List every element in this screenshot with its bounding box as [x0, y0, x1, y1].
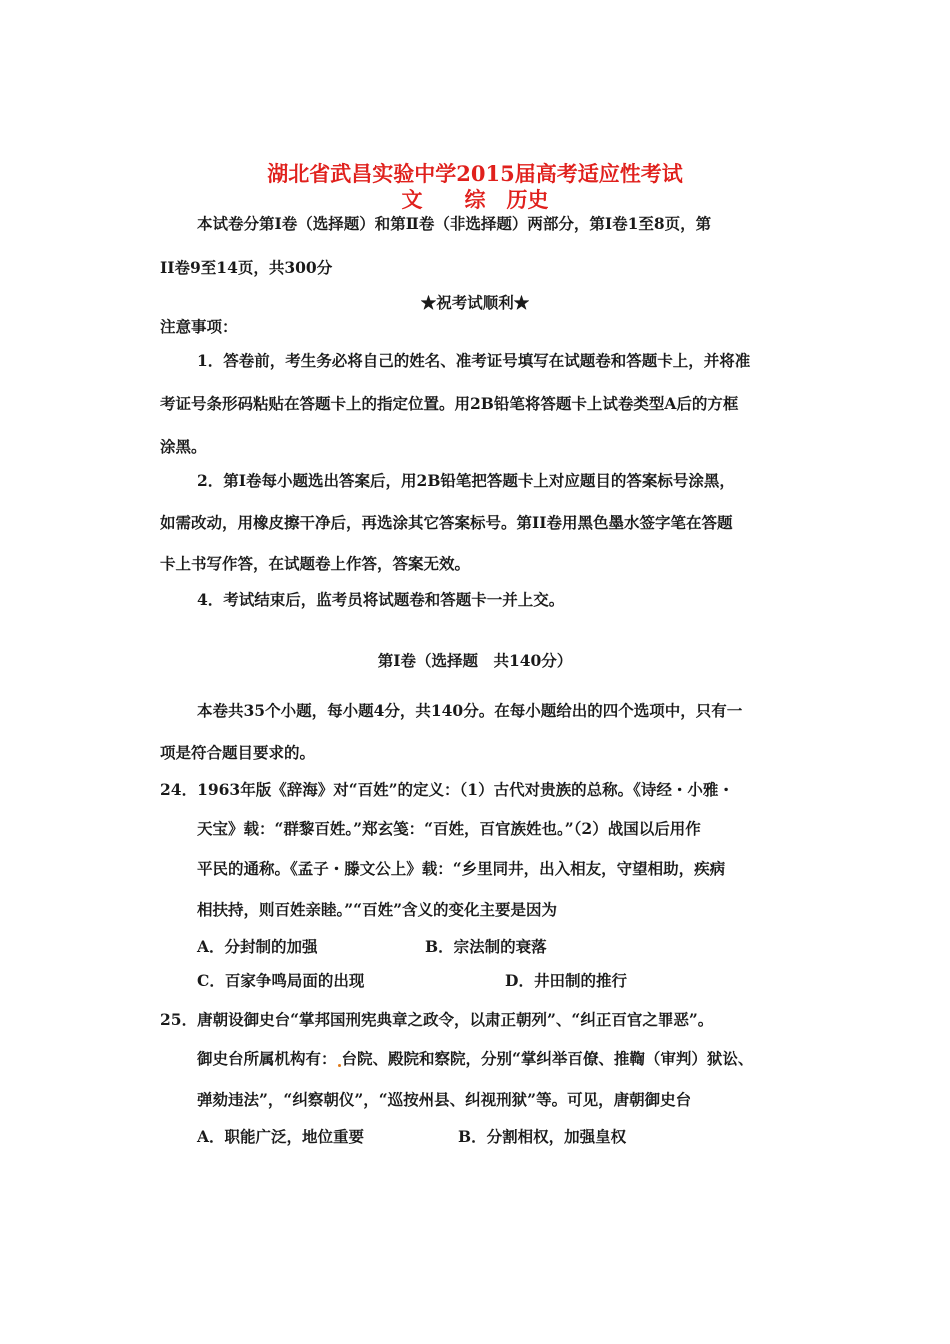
q25-line-2-end: 台院、殿院和察院，分别“掌纠举百僚、推鞫（审判）狱讼、	[341, 1049, 754, 1068]
notice-2-line-2: 如需改动，用橡皮擦干净后，再选涂其它答案标号。第II卷用黑色墨水签字笔在答题	[160, 513, 733, 532]
intro-line-2: II卷9至14页，共300分	[160, 258, 333, 277]
q24-option-b: B．宗法制的衰落	[425, 937, 547, 956]
q24-option-a: A．分封制的加强	[197, 937, 318, 956]
notice-2-line-3: 卡上书写作答，在试题卷上作答，答案无效。	[160, 554, 471, 573]
q25-option-b: B．分割相权，加强皇权	[458, 1127, 627, 1146]
q24-line-2: 天宝》载：“群黎百姓。”郑玄笺：“百姓，百官族姓也。”（2）战国以后用作	[197, 819, 701, 838]
orange-dot-mark	[338, 1064, 341, 1067]
exam-title: 湖北省武昌实验中学2015届高考适应性考试	[267, 161, 683, 186]
q24-line-4: 相扶持，则百姓亲睦。”“百姓”含义的变化主要是因为	[197, 900, 557, 919]
notice-1-line-3: 涂黑。	[160, 437, 207, 456]
section-desc-line-1: 本卷共35个小题，每小题4分，共140分。在每小题给出的四个选项中，只有一	[197, 701, 743, 720]
notice-title: 注意事项：	[160, 317, 238, 336]
notice-4: 4．考试结束后，监考员将试题卷和答题卡一并上交。	[197, 590, 565, 609]
q24-option-c: C．百家争鸣局面的出现	[197, 971, 365, 990]
q25-line-3: 弹劾违法”，“纠察朝仪”，“巡按州县、纠视刑狱”等。可见，唐朝御史台	[197, 1090, 692, 1109]
q24-line-3: 平民的通称。《孟子・滕文公上》载：“乡里同井，出入相友，守望相助，疾病	[197, 859, 726, 878]
section-desc-line-2: 项是符合题目要求的。	[160, 743, 316, 762]
notice-1-line-2: 考证号条形码粘贴在答题卡上的指定位置。用2B铅笔将答题卡上试卷类型A后的方框	[160, 394, 739, 413]
q25-line-1: 25．唐朝设御史台“掌邦国刑宪典章之政令，以肃正朝列”、“纠正百官之罪恶”。	[160, 1010, 714, 1029]
exam-subtitle: 文 综 历史	[401, 187, 549, 212]
q25-line-2	[197, 1048, 753, 1070]
notice-1-line-1: 1．答卷前，考生务必将自己的姓名、准考证号填写在试题卷和答题卡上，并将准	[197, 351, 751, 370]
q24-option-d: D．井田制的推行	[505, 971, 627, 990]
q25-option-a: A．职能广泛，地位重要	[197, 1127, 365, 1146]
q25-line-2-start: 御史台所属机构有：	[197, 1049, 337, 1068]
wish-line: ★祝考试顺利★	[420, 293, 530, 312]
intro-line-1: 本试卷分第Ⅰ卷（选择题）和第Ⅱ卷（非选择题）两部分，第Ⅰ卷1至8页，第	[197, 214, 712, 233]
notice-2-line-1: 2．第Ⅰ卷每小题选出答案后，用2B铅笔把答题卡上对应题目的答案标号涂黑，	[197, 471, 735, 490]
section-heading: 第Ⅰ卷（选择题 共140分）	[377, 651, 573, 670]
q24-line-1: 24．1963年版《辞海》对“百姓”的定义：（1）古代对贵族的总称。《诗经・小雅・	[160, 780, 734, 799]
